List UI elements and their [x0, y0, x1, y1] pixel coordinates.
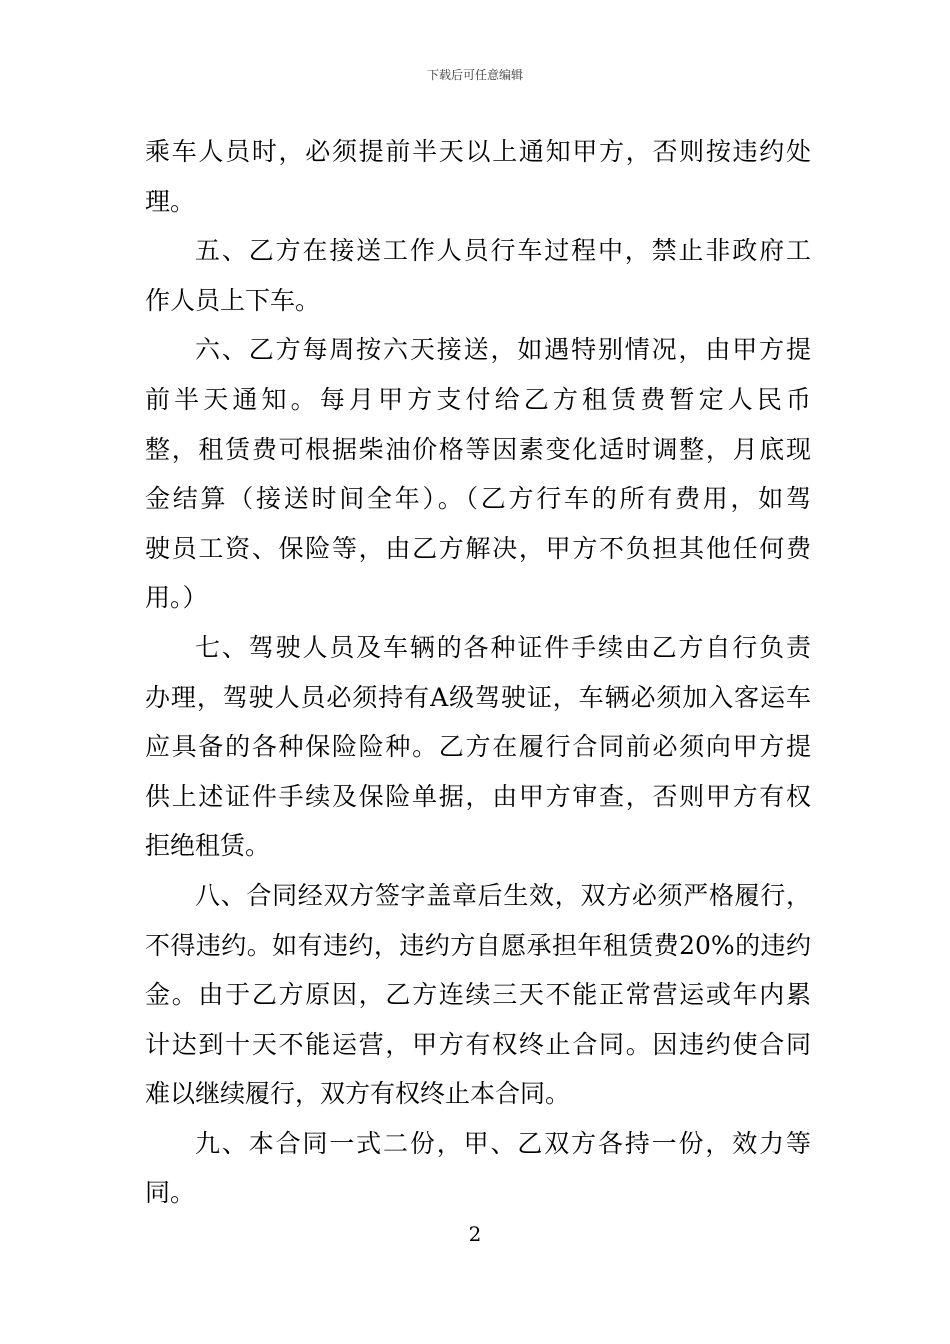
- page-number: 2: [468, 1222, 482, 1246]
- text-line: 不得违约。如有违约，违约方自愿承担年租赁费20%的违约: [145, 930, 811, 960]
- text-line: 驶员工资、保险等，由乙方解决，甲方不负担其他任何费: [145, 533, 811, 563]
- text-line: 理。: [145, 186, 196, 216]
- text-line: 供上述证件手续及保险单据，由甲方审查，否则甲方有权: [145, 781, 811, 811]
- text-line: 八、合同经双方签字盖章后生效，双方必须严格履行，: [195, 880, 811, 910]
- text-line: 用。）: [145, 583, 208, 613]
- text-line: 应具备的各种保险险种。乙方在履行合同前必须向甲方提: [145, 732, 811, 762]
- text-line: 拒绝租赁。: [145, 831, 271, 861]
- text-line: 金。由于乙方原因，乙方连续三天不能正常营运或年内累: [145, 980, 811, 1010]
- text-line: 金结算（接送时间全年）。（乙方行车的所有费用，如驾: [145, 484, 811, 514]
- text-line: 计达到十天不能运营，甲方有权终止合同。因违约使合同: [145, 1029, 811, 1059]
- text-line: 五、乙方在接送工作人员行车过程中，禁止非政府工: [195, 236, 811, 266]
- text-line: 六、乙方每周按六天接送，如遇特别情况，由甲方提: [195, 335, 811, 365]
- text-line: 难以继续履行，双方有权终止本合同。: [145, 1079, 571, 1109]
- text-line: 乘车人员时，必须提前半天以上通知甲方，否则按违约处: [145, 137, 811, 166]
- text-line: 整，租赁费可根据柴油价格等因素变化适时调整，月底现: [145, 434, 811, 464]
- text-line: 作人员上下车。: [145, 285, 321, 315]
- text-line: 前半天通知。每月甲方支付给乙方租赁费暂定人民币: [145, 384, 811, 414]
- document-body: [145, 127, 811, 1218]
- text-line: 同。: [145, 1178, 196, 1208]
- text-line: 九、本合同一式二份，甲、乙双方各持一份，效力等: [195, 1128, 811, 1158]
- text-line: 七、驾驶人员及车辆的各种证件手续由乙方自行负责: [195, 632, 811, 662]
- page-header: 下载后可任意编辑: [426, 68, 523, 82]
- text-line: 办理，驾驶人员必须持有A级驾驶证，车辆必须加入客运车: [145, 682, 811, 712]
